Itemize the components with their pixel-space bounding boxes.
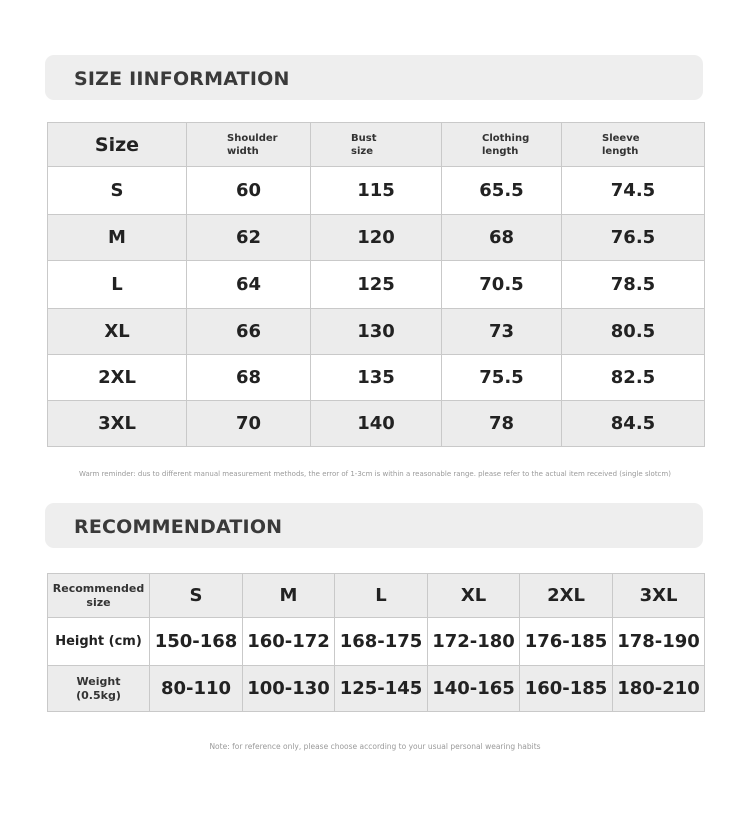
shoulder-width-header: Shoulder width xyxy=(187,123,311,167)
size-information-banner xyxy=(45,55,703,100)
size-header-cell: Size xyxy=(48,123,187,167)
size-table-header xyxy=(48,123,705,167)
size-cell: 3XL xyxy=(48,401,187,447)
recommended-size-label: Recommended size xyxy=(48,574,150,618)
shoulder-cell: 66 xyxy=(187,309,311,355)
length-cell: 73 xyxy=(442,309,562,355)
weight-cell: 125-145 xyxy=(335,666,428,712)
clothing-length-header: Clothing length xyxy=(442,123,562,167)
bust-cell: 140 xyxy=(311,401,442,447)
height-cell: 172-180 xyxy=(428,618,520,666)
size-cell: S xyxy=(150,574,243,618)
bust-cell: 120 xyxy=(311,215,442,261)
bust-cell: 125 xyxy=(311,261,442,309)
shoulder-cell: 68 xyxy=(187,355,311,401)
table-row xyxy=(48,167,705,215)
shoulder-cell: 62 xyxy=(187,215,311,261)
weight-label: Weight (0.5kg) xyxy=(48,666,150,712)
size-cell: L xyxy=(335,574,428,618)
recommendation-header xyxy=(48,574,705,618)
length-cell: 78 xyxy=(442,401,562,447)
length-cell: 70.5 xyxy=(442,261,562,309)
height-cell: 160-172 xyxy=(243,618,335,666)
sleeve-length-header: Sleeve length xyxy=(562,123,705,167)
height-cell: 150-168 xyxy=(150,618,243,666)
weight-cell: 160-185 xyxy=(520,666,613,712)
recommendation-banner xyxy=(45,503,703,548)
table-row xyxy=(48,401,705,447)
table-row xyxy=(48,261,705,309)
sleeve-cell: 84.5 xyxy=(562,401,705,447)
sleeve-cell: 74.5 xyxy=(562,167,705,215)
weight-cell: 100-130 xyxy=(243,666,335,712)
sleeve-cell: 80.5 xyxy=(562,309,705,355)
height-cell: 178-190 xyxy=(613,618,705,666)
weight-cell: 180-210 xyxy=(613,666,705,712)
length-cell: 65.5 xyxy=(442,167,562,215)
height-label: Height (cm) xyxy=(48,618,150,666)
bust-cell: 135 xyxy=(311,355,442,401)
size-information-title: SIZE IINFORMATION xyxy=(74,68,290,90)
sleeve-cell: 82.5 xyxy=(562,355,705,401)
recommendation-table xyxy=(47,573,705,712)
size-cell: M xyxy=(48,215,187,261)
warm-reminder: Warm reminder: dus to different manual measurement methods, the error of 1-3cm is within a reasonable range. please refer to the actual item received (single slotcm) xyxy=(79,470,671,478)
shoulder-cell: 70 xyxy=(187,401,311,447)
weight-row xyxy=(48,666,705,712)
shoulder-cell: 60 xyxy=(187,167,311,215)
bust-size-header: Bust size xyxy=(311,123,442,167)
height-row xyxy=(48,618,705,666)
recommendation-title: RECOMMENDATION xyxy=(74,516,283,538)
bust-cell: 130 xyxy=(311,309,442,355)
sleeve-cell: 76.5 xyxy=(562,215,705,261)
size-cell: XL xyxy=(428,574,520,618)
weight-cell: 140-165 xyxy=(428,666,520,712)
height-cell: 176-185 xyxy=(520,618,613,666)
length-cell: 68 xyxy=(442,215,562,261)
size-cell: XL xyxy=(48,309,187,355)
table-row xyxy=(48,309,705,355)
size-cell: 3XL xyxy=(613,574,705,618)
table-row xyxy=(48,215,705,261)
size-table xyxy=(47,122,705,447)
weight-cell: 80-110 xyxy=(150,666,243,712)
table-row xyxy=(48,355,705,401)
size-cell: 2XL xyxy=(520,574,613,618)
size-cell: M xyxy=(243,574,335,618)
length-cell: 75.5 xyxy=(442,355,562,401)
size-cell: S xyxy=(48,167,187,215)
height-cell: 168-175 xyxy=(335,618,428,666)
sleeve-cell: 78.5 xyxy=(562,261,705,309)
shoulder-cell: 64 xyxy=(187,261,311,309)
reference-note: Note: for reference only, please choose according to your usual personal wearing habits xyxy=(209,742,541,751)
size-cell: 2XL xyxy=(48,355,187,401)
bust-cell: 115 xyxy=(311,167,442,215)
size-cell: L xyxy=(48,261,187,309)
